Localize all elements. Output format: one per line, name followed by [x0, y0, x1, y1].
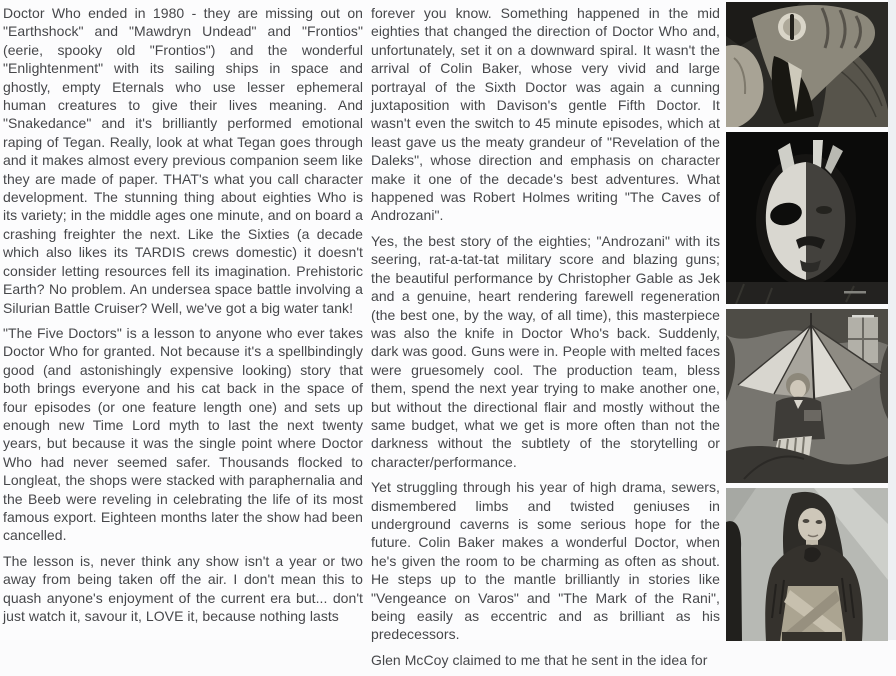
paragraph: Yet struggling through his year of high drama, sewers, dismembered limbs and twisted geniuses in underground caverns is some serious hope for the future. Colin Baker makes a wonderful Doctor, when he's given the room to be charming as often as shout. He steps up to the mantle brilliantly in stories like "Vengeance on Varos" and "The Mark of the Rani", being easily as eccentric and as brilliant as his predecessors. — [371, 479, 720, 643]
photo-strip — [726, 2, 888, 646]
man-with-umbrella-image — [726, 309, 888, 483]
paragraph: Doctor Who ended in 1980 - they are missing out on "Earthshock" and "Mawdryn Undead" and "Frontios" (eerie, spooky old "Frontios") and the wonderful "Enlightenment" with its sailing ships in space and ghostly, empty Eternals who use lesser ephemeral human creatures to give their lives meaning. And "Snakedance" and it's brilliantly performed emotional raping of Tegan. Really, look at what Tegan goes through and it makes almost every previous companion seem like they are made of paper. THAT's what you call character development. The stunning thing about eighties Who is its variety; in the middle ages one minute, and on board a crashing freighter the next. Like the Sixties (a decade which also likes its TARDIS crews domestic) it doesn't consider letting resources fell its imagination. Prehistoric Earth? No problem. An undersea space battle involving a Silurian Battle Cruiser? Well, we've got a big water tank! — [3, 5, 363, 316]
photo-half-mask-figure — [726, 132, 888, 304]
photo-snake-head — [726, 2, 888, 127]
paragraph: "The Five Doctors" is a lesson to anyone who ever takes Doctor Who for granted. Not because it's a spellbindingly good (and astonishingly expensive looking) story that both brings everyone and his cat back in the space of four episodes (or one feature length one) and sets up enough new Time Lord myth to last the next twenty years, but because it was the single point where Doctor Who had never seemed safer. Thousands flocked to Longleat, the shops were stacked with paraphernalia and the Beeb were reveling in celebrating the life of its most famous export. Eighteen months later the show had been cancelled. — [3, 324, 363, 544]
paragraph: Glen McCoy claimed to me that he sent in the idea for — [371, 651, 708, 668]
page-right-margin — [888, 0, 896, 640]
snake-head-closeup-image — [726, 2, 888, 127]
paragraph: forever you know. Something happened in the mid eighties that changed the direction of Doctor Who and, unfortunately, set it on a downward spiral. It wasn't the arrival of Colin Baker, whose very vivid and large portrayal of the Sixth Doctor was again a cunning juxtaposition with Davison's gentle Fifth Doctor. It wasn't even the switch to 45 minute episodes, which at least gave us the meaty grandeur of "Revelation of the Daleks", whose direction and emphasis on character make it one of the decade's best adventures. What happened was Robert Holmes writing "The Caves of Androzani". — [371, 5, 720, 224]
paragraph: The lesson is, never think any show isn't a year or two away from being taken off the air. I don't mean this to quash anyone's enjoyment of the current era but... don't just watch it, savour it, LOVE it, because nothing lasts — [3, 552, 363, 624]
photo-man-with-umbrella — [726, 309, 888, 483]
photo-woman-in-shawl — [726, 488, 888, 641]
article-column-right — [371, 0, 720, 676]
article-column-left — [3, 0, 363, 632]
half-mask-figure-image — [726, 132, 888, 304]
paragraph: Yes, the best story of the eighties; "Androzani" with its seering, rat-a-tat-tat military score and blazing guns; the beautiful performance by Christopher Gable as Jek and a genuine, heart rendering farewell regeneration (the best one, by the way, of all time), this masterpiece was also the knife in Doctor Who's back. Suddenly, dark was good. Guns were in. People with melted faces were gruesomely cool. The production team, bless them, spend the next year trying to make another one, but without the directional flair and mostly without the same budget, what we get is more often than not the darkness without the subtlety of the storytelling or character/performance. — [371, 232, 720, 470]
woman-in-shawl-image — [726, 488, 888, 641]
